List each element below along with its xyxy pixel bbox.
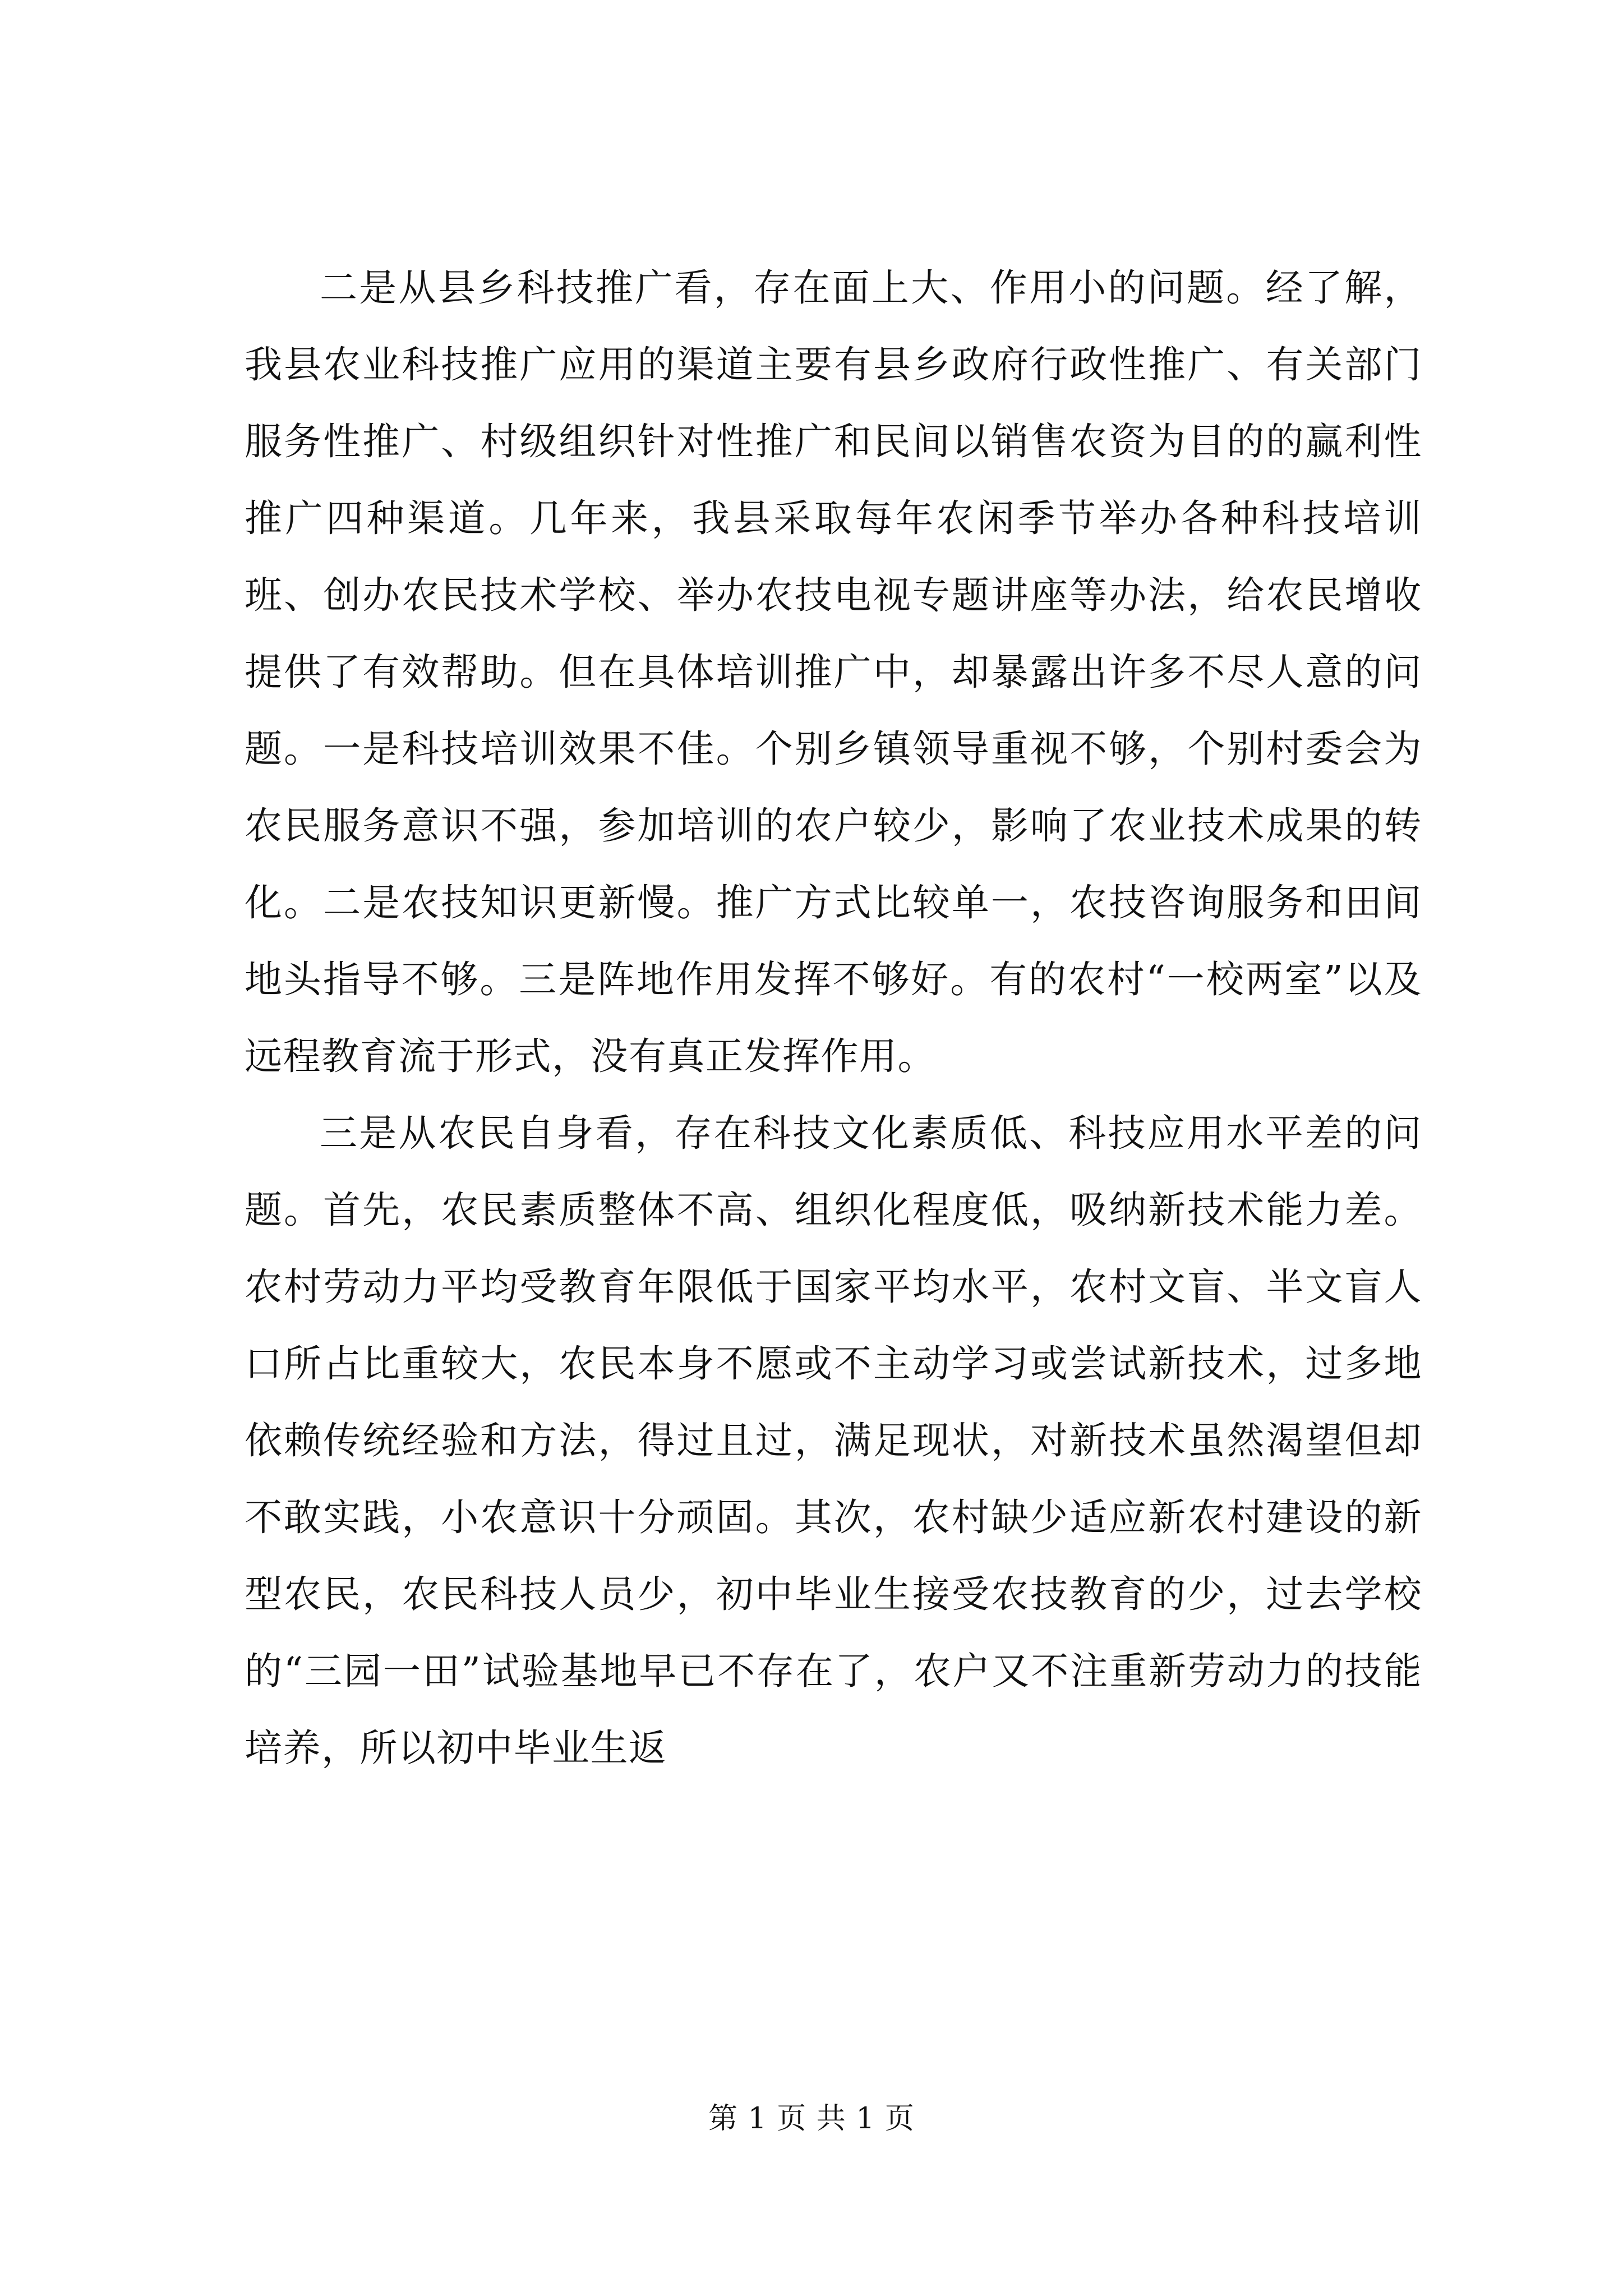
- paragraph: 二是从县乡科技推广看，存在面上大、作用小的问题。经了解，我县农业科技推广应用的渠道主要有县乡政府行政性推广、有关部门服务性推广、村级组织针对性推广和民间以销售农资为目的的赢利性推广四种渠道。几年来，我县采取每年农闲季节举办各种科技培训班、创办农民技术学校、举办农技电视专题讲座等办法，给农民增收提供了有效帮助。但在具体培训推广中，却暴露出许多不尽人意的问题。一是科技培训效果不佳。个别乡镇领导重视不够，个别村委会为农民服务意识不强，参加培训的农户较少，影响了农业技术成果的转化。二是农技知识更新慢。推广方式比较单一，农技咨询服务和田间地头指导不够。三是阵地作用发挥不够好。有的农村“一校两室”以及远程教育流于形式，没有真正发挥作用。: [245, 266, 1422, 1078]
- document-body: [245, 250, 1422, 1787]
- page-footer: 第 1 页 共 1 页: [708, 2102, 915, 2136]
- paragraph: 三是从农民自身看，存在科技文化素质低、科技应用水平差的问题。首先，农民素质整体不高、组织化程度低，吸纳新技术能力差。农村劳动力平均受教育年限低于国家平均水平，农村文盲、半文盲人口所占比重较大，农民本身不愿或不主动学习或尝试新技术，过多地依赖传统经验和方法，得过且过，满足现状，对新技术虽然渴望但却不敢实践，小农意识十分顽固。其次，农村缺少适应新农村建设的新型农民，农民科技人员少，初中毕业生接受农技教育的少，过去学校的“三园一田”试验基地早已不存在了，农户又不注重新劳动力的技能培养，所以初中毕业生返: [245, 1111, 1422, 1770]
